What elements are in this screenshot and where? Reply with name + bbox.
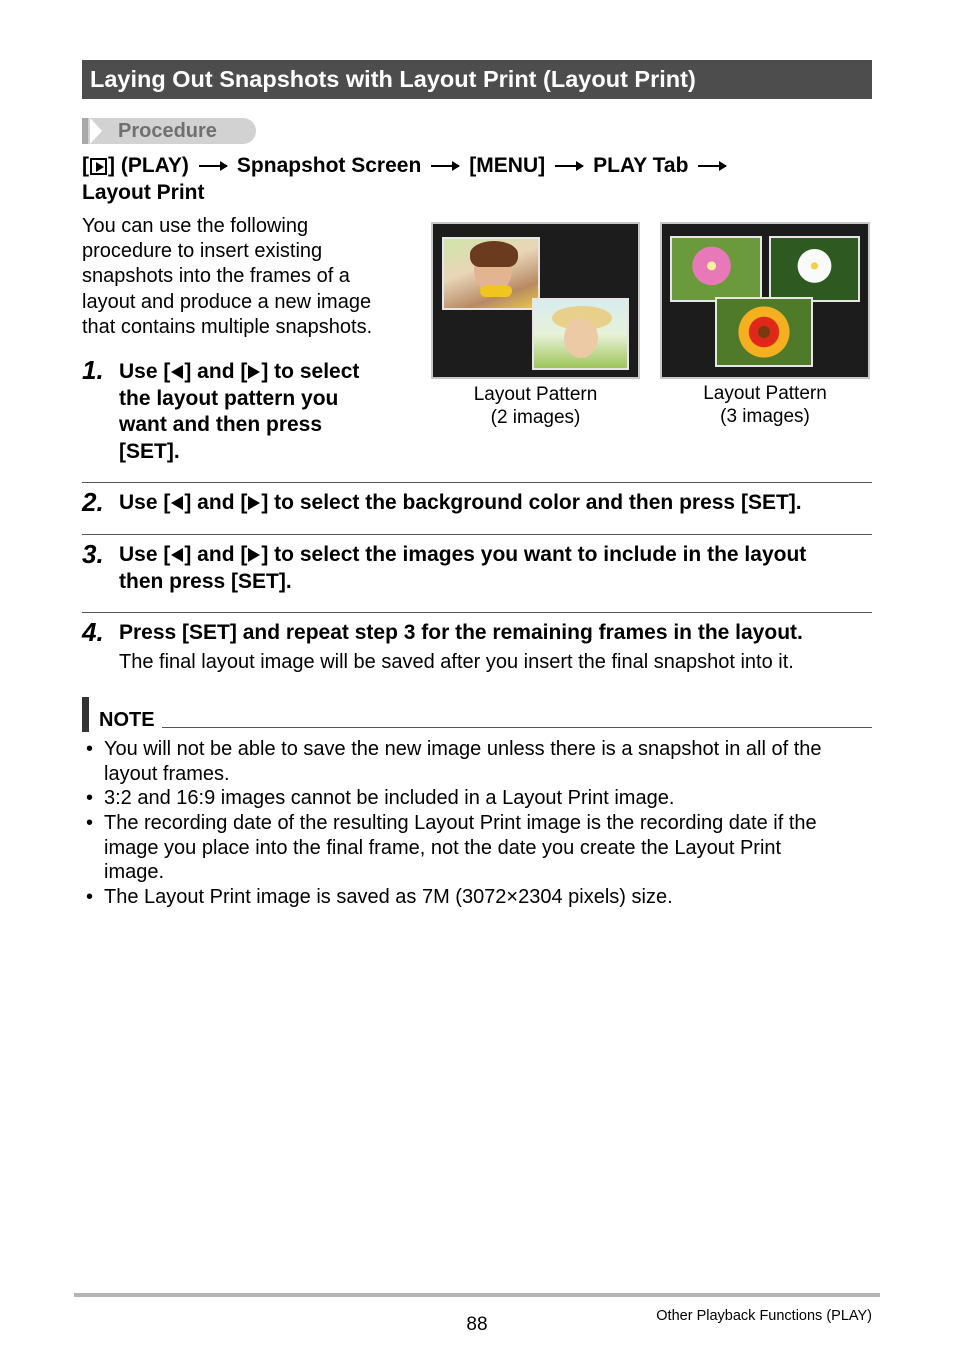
note-item-3 xyxy=(104,811,874,885)
arrow-right-icon xyxy=(555,165,583,167)
note-line: The Layout Print image is saved as 7M (3072×2304 pixels) size. xyxy=(104,886,673,908)
step-text-part: Use [ xyxy=(119,543,171,566)
step-3-text xyxy=(119,542,879,595)
note-label: NOTE xyxy=(99,709,155,731)
step-separator xyxy=(82,534,872,535)
left-arrow-icon xyxy=(171,365,183,379)
photo-woman-corn xyxy=(442,237,540,310)
step-text-part: Use [ xyxy=(119,491,171,514)
path-play-tab: PLAY Tab xyxy=(593,154,689,177)
intro-line: You can use the following xyxy=(82,215,309,237)
footer-rule xyxy=(74,1293,880,1297)
step-text-part: ] and [ xyxy=(184,360,248,383)
step-1-line-2: the layout pattern you xyxy=(119,386,339,410)
note-item-2 xyxy=(104,786,874,811)
step-1-line-4: [SET]. xyxy=(119,439,180,463)
path-play: ] (PLAY) xyxy=(108,154,189,177)
step-text-part: ] to select the images you want to include in the layout xyxy=(261,543,807,566)
step-text-part: Use [ xyxy=(119,360,171,383)
step-3-line-1 xyxy=(119,542,879,569)
footer-section-title: Other Playback Functions (PLAY) xyxy=(656,1308,872,1324)
intro-line: that contains multiple snapshots. xyxy=(82,315,373,338)
left-arrow-icon xyxy=(171,548,183,562)
path-snapshot-screen: Spnapshot Screen xyxy=(236,154,422,177)
bullet-icon: • xyxy=(86,787,94,809)
bullet-icon: • xyxy=(86,738,94,760)
path-open-bracket: [ xyxy=(82,154,89,177)
step-text-part: ] and [ xyxy=(184,543,248,566)
photo-pink-flower xyxy=(670,236,762,302)
path-menu: [MENU] xyxy=(469,154,546,177)
page-title: Laying Out Snapshots with Layout Print (Layout Print) xyxy=(90,66,696,92)
play-icon xyxy=(90,158,107,175)
note-line: 3:2 and 16:9 images cannot be included in a Layout Print image. xyxy=(104,787,675,809)
note-line: image. xyxy=(104,861,165,883)
note-line: image you place into the final frame, not the date you create the Layout Print xyxy=(104,836,782,859)
page-number: 88 xyxy=(466,1314,488,1335)
photo-orange-flower xyxy=(715,297,813,367)
note-marker xyxy=(82,697,89,732)
step-4-text: Press [SET] and repeat step 3 for the remaining frames in the layout. xyxy=(119,621,803,644)
right-arrow-icon xyxy=(248,548,260,562)
intro-line: snapshots into the frames of a xyxy=(82,265,350,288)
menu-path-line-1 xyxy=(82,154,736,178)
chevron-right-icon xyxy=(90,118,102,144)
step-text-part: ] to select xyxy=(261,360,360,383)
path-layout-print: Layout Print xyxy=(82,181,205,204)
section-title-bar xyxy=(82,60,872,99)
step-3-line-2: then press [SET]. xyxy=(119,569,292,593)
procedure-tab-strip xyxy=(82,118,88,144)
intro-line: procedure to insert existing xyxy=(82,240,323,263)
note-item-4 xyxy=(104,885,874,910)
note-rule xyxy=(162,727,872,728)
bullet-icon: • xyxy=(86,812,94,834)
arrow-right-icon xyxy=(698,165,726,167)
step-2-text xyxy=(119,490,879,517)
layout-pattern-3-image xyxy=(660,222,870,379)
step-text-part: ] to select the background color and then press [SET]. xyxy=(261,491,802,514)
step-number-3: 3. xyxy=(82,539,104,569)
step-separator xyxy=(82,482,872,483)
caption-line: (3 images) xyxy=(720,406,810,427)
step-4-detail: The final layout image will be saved after you insert the final snapshot into it. xyxy=(119,651,794,673)
note-line: layout frames. xyxy=(104,762,230,785)
procedure-tab xyxy=(82,118,256,144)
note-line: You will not be able to save the new image unless there is a snapshot in all of the xyxy=(104,738,822,760)
procedure-label: Procedure xyxy=(118,120,217,142)
step-number-2: 2. xyxy=(82,487,104,517)
figure-caption-2-images xyxy=(431,383,640,429)
step-1-line-3: want and then press xyxy=(119,413,323,436)
step-1-line-1 xyxy=(119,359,409,386)
layout-pattern-2-image xyxy=(431,222,640,379)
arrow-right-icon xyxy=(431,165,459,167)
step-separator xyxy=(82,612,872,613)
photo-white-flower xyxy=(769,236,860,302)
caption-line: (2 images) xyxy=(490,407,581,428)
intro-paragraph xyxy=(82,214,402,340)
step-number-1: 1. xyxy=(82,355,104,385)
photo-girl-hat xyxy=(532,298,629,370)
caption-line: Layout Pattern xyxy=(473,384,598,405)
caption-line: Layout Pattern xyxy=(703,383,827,404)
note-line: The recording date of the resulting Layout Print image is the recording date if the xyxy=(104,812,817,834)
menu-path-line-2 xyxy=(82,181,205,205)
step-text-part: ] and [ xyxy=(184,491,248,514)
step-1-text xyxy=(119,359,409,465)
arrow-right-icon xyxy=(199,165,227,167)
step-number-4: 4. xyxy=(82,617,104,647)
right-arrow-icon xyxy=(248,365,260,379)
figure-caption-3-images xyxy=(660,382,870,428)
right-arrow-icon xyxy=(248,496,260,510)
intro-line: layout and produce a new image xyxy=(82,290,372,313)
note-item-1 xyxy=(104,737,874,786)
bullet-icon: • xyxy=(86,886,94,908)
left-arrow-icon xyxy=(171,496,183,510)
